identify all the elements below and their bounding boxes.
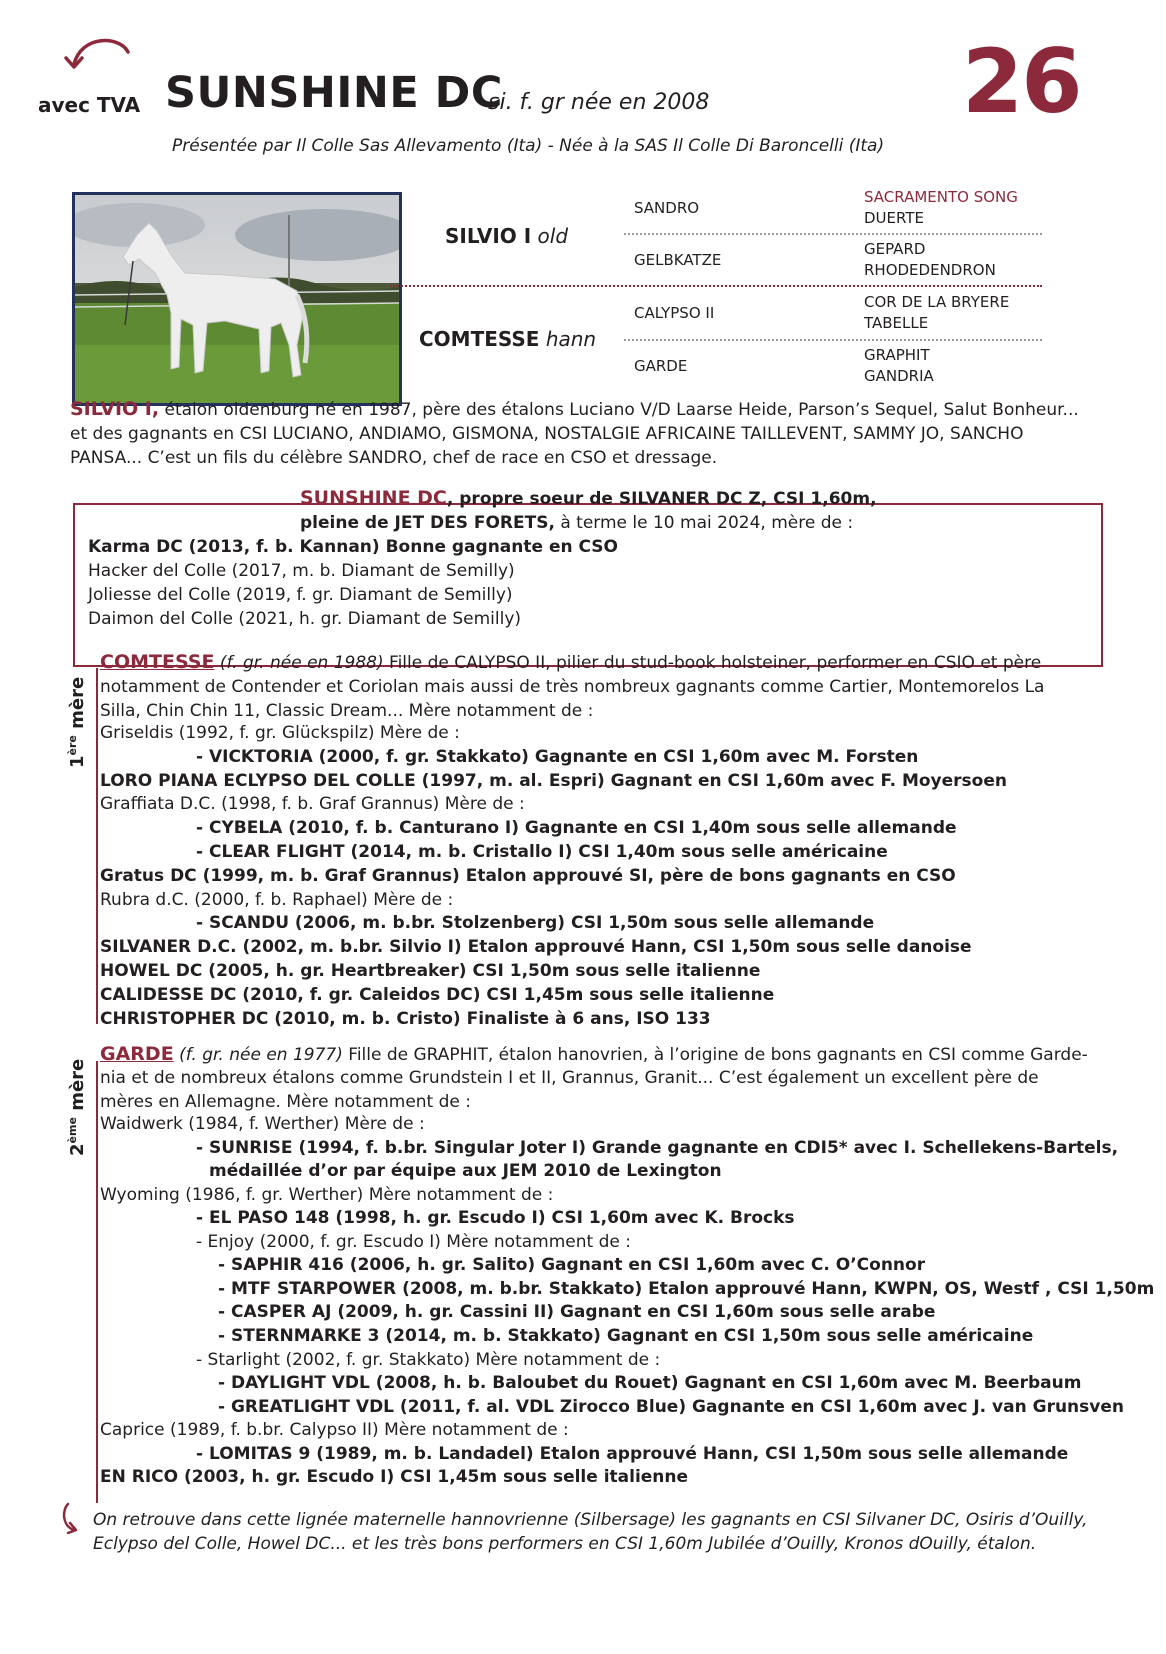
produce-line: - MTF STARPOWER (2008, m. b.br. Stakkato) Etalon approuvé Hann, KWPN, OS, Westf , CSI 1,50m (218, 1278, 1155, 1299)
produce-line: - Starlight (2002, f. gr. Stakkato) Mère notamment de : (196, 1349, 661, 1370)
produce-line: CHRISTOPHER DC (2010, m. b. Cristo) Finaliste à 6 ans, ISO 133 (100, 1008, 711, 1029)
pedigree-great-2: DUERTE (864, 209, 924, 227)
sire-studbook: old (537, 224, 569, 248)
return-arrow-icon (60, 1502, 86, 1534)
pedigree-divider (624, 339, 1042, 341)
footer-note-line-2: Eclypso del Colle, Howel DC... et les très bons performers en CSI 1,60m Jubilée d’Ouilly, Kronos dOuilly, étalon. (93, 1534, 1037, 1554)
pedigree-dam (419, 328, 596, 350)
produce-line: LORO PIANA ECLYPSO DEL COLLE (1997, m. al. Espri) Gagnant en CSI 1,60m avec F. Moyersoen (100, 770, 1007, 791)
box-line-4: Hacker del Colle (2017, m. b. Diamant de Semilly) (88, 561, 515, 581)
pedigree-grand-sire-dam: GELBKATZE (634, 251, 722, 269)
presented-by-line: Présentée par Il Colle Sas Allevamento (Ita) - Née à la SAS Il Colle Di Baroncelli (Ita) (172, 136, 885, 156)
pedigree-grand-dam-sire: CALYPSO II (634, 304, 715, 322)
pedigree-divider (624, 233, 1042, 235)
produce-line: médaillée d’or par équipe aux JEM 2010 de Lexington (209, 1161, 722, 1182)
produce-line: Caprice (1989, f. b.br. Calypso II) Mère notamment de : (100, 1420, 569, 1441)
second-dam-label-num: 2 (67, 1143, 88, 1156)
first-dam-intro-2: notamment de Contender et Coriolan mais aussi de très nombreux gagnants comme Cartier, Montemorelos La (100, 677, 1045, 697)
produce-line: - GREATLIGHT VDL (2011, f. al. VDL Zirocco Blue) Gagnante en CSI 1,60m avec J. van Grunsven (218, 1396, 1124, 1417)
produce-line: - CASPER AJ (2009, h. gr. Cassini II) Gagnant en CSI 1,60m sous selle arabe (218, 1302, 936, 1323)
curved-arrow-icon (64, 34, 134, 84)
produce-line: Rubra d.C. (2000, f. b. Raphael) Mère de : (100, 889, 454, 910)
second-dam-intro-3: mères en Allemagne. Mère notamment de : (100, 1092, 472, 1112)
produce-line: - EL PASO 148 (1998, h. gr. Escudo I) CSI 1,60m avec K. Brocks (196, 1208, 795, 1229)
produce-line: Wyoming (1986, f. gr. Werther) Mère notamment de : (100, 1184, 554, 1205)
pedigree-great-6: TABELLE (864, 314, 929, 332)
produce-line: Gratus DC (1999, m. b. Graf Grannus) Etalon approuvé SI, père de bons gagnants en CSO (100, 865, 956, 886)
box-line-2-bold: pleine de JET DES FORETS, (300, 513, 555, 533)
pedigree-great-8: GANDRIA (864, 367, 934, 385)
produce-line: Griseldis (1992, f. gr. Glückspilz) Mère de : (100, 723, 460, 743)
produce-line: SILVANER D.C. (2002, m. b.br. Silvio I) Etalon approuvé Hann, CSI 1,50m sous selle danoise (100, 937, 972, 958)
pedigree-divider (390, 285, 1042, 287)
pedigree-great-7: GRAPHIT (864, 346, 930, 364)
first-dam-marker (96, 668, 98, 1024)
box-line-6: Daimon del Colle (2021, h. gr. Diamant de Semilly) (88, 609, 522, 629)
pedigree-great-1: SACRAMENTO SONG (864, 188, 1018, 206)
second-dam-label-word: mère (67, 1058, 88, 1118)
first-dam-intro-3: Silla, Chin Chin 11, Classic Dream... Mère notamment de : (100, 701, 594, 721)
sire-name: SILVIO I (445, 224, 532, 248)
sire-description-text: étalon oldenburg né en 1987, père des étalons Luciano V/D Laarse Heide, Parson’s Sequel, Salut Bonheur... (159, 400, 1079, 420)
second-dam-birth: (f. gr. née en 1977) (173, 1045, 343, 1065)
pedigree-great-3: GEPARD (864, 240, 926, 258)
produce-line: - CLEAR FLIGHT (2014, m. b. Cristallo I) CSI 1,40m sous selle américaine (196, 842, 888, 862)
produce-line: - SAPHIR 416 (2006, h. gr. Salito) Gagnant en CSI 1,60m avec C. O’Connor (218, 1255, 926, 1276)
second-dam-label-sup: ème (66, 1117, 79, 1144)
first-dam-label-word: mère (67, 676, 88, 736)
produce-line: - STERNMARKE 3 (2014, m. b. Stakkato) Gagnant en CSI 1,50m sous selle américaine (218, 1325, 1034, 1346)
box-line-3: Karma DC (2013, f. b. Kannan) Bonne gagnante en CSO (88, 537, 618, 557)
sire-description-line-1 (70, 397, 1079, 423)
second-dam-marker (96, 1061, 98, 1503)
horse-name-title: SUNSHINE DC (165, 68, 503, 118)
pedigree-grand-dam-dam: GARDE (634, 357, 688, 375)
pedigree-sire (445, 225, 568, 247)
first-dam-birth: (f. gr. née en 1988) (214, 653, 384, 673)
dam-studbook: hann (545, 327, 597, 351)
produce-line: - Enjoy (2000, f. gr. Escudo I) Mère notamment de : (196, 1231, 631, 1252)
sire-description-line-3: PANSA... C’est un fils du célèbre SANDRO, chef de race en CSO et dressage. (70, 448, 718, 468)
first-dam-label-num: 1 (67, 755, 88, 768)
second-dam-intro-text: Fille de GRAPHIT, étalon hanovrien, à l’origine de bons gagnants en CSI comme Garde- (342, 1045, 1088, 1065)
box-line-2-text: à terme le 10 mai 2024, mère de : (554, 513, 854, 533)
sire-description-lead: SILVIO I, (70, 398, 160, 420)
produce-line: - SUNRISE (1994, f. b.br. Singular Joter I) Grande gagnante en CDI5* avec I. Schellekens-Bartels, (196, 1137, 1119, 1158)
second-dam-intro-1 (100, 1042, 1088, 1068)
box-line-1 (300, 486, 877, 512)
sire-description-line-2: et des gagnants en CSI LUCIANO, ANDIAMO, GISMONA, NOSTALGIE AFRICAINE TAILLEVENT, SAMMY JO, SANCHO (70, 424, 1024, 444)
first-dam-label (66, 677, 88, 768)
second-dam-label (66, 1059, 88, 1156)
produce-line: CALIDESSE DC (2010, f. gr. Caleidos DC) CSI 1,45m sous selle italienne (100, 984, 775, 1005)
pedigree-grand-sire-sire: SANDRO (634, 199, 700, 217)
produce-line: - DAYLIGHT VDL (2008, h. b. Baloubet du Rouet) Gagnant en CSI 1,60m avec M. Beerbaum (218, 1373, 1082, 1394)
box-line-2 (300, 511, 853, 536)
produce-line: - VICKTORIA (2000, f. gr. Stakkato) Gagnante en CSI 1,60m avec M. Forsten (196, 746, 919, 767)
produce-line: - CYBELA (2010, f. b. Canturano I) Gagnante en CSI 1,40m sous selle allemande (196, 818, 957, 839)
footer-note-line-1: On retrouve dans cette lignée maternelle hannovrienne (Silbersage) les gagnants en CSI Silvaner DC, Osiris d’Ouilly, (93, 1510, 1088, 1530)
produce-line: - SCANDU (2006, m. b.br. Stolzenberg) CSI 1,50m sous selle allemande (196, 913, 875, 934)
produce-line: Waidwerk (1984, f. Werther) Mère de : (100, 1114, 425, 1134)
box-line-1-text: , propre soeur de SILVANER DC Z, CSI 1,60m, (446, 489, 877, 509)
box-horse-name: SUNSHINE DC (300, 487, 447, 509)
horse-description: si. f. gr née en 2008 (488, 90, 710, 115)
lot-number: 26 (962, 30, 1081, 133)
box-line-5: Joliesse del Colle (2019, f. gr. Diamant de Semilly) (88, 585, 513, 605)
pedigree-great-5: COR DE LA BRYERE (864, 293, 1010, 311)
produce-line: EN RICO (2003, h. gr. Escudo I) CSI 1,45m sous selle italienne (100, 1467, 689, 1488)
second-dam-intro-2: nia et de nombreux étalons comme Grundstein I et II, Grannus, Granit... C’est également un excellent père de (100, 1068, 1039, 1088)
first-dam-intro-1 (100, 650, 1041, 676)
produce-line: - LOMITAS 9 (1989, m. b. Landadel) Etalon approuvé Hann, CSI 1,50m sous selle allemande (196, 1443, 1069, 1464)
horse-photo (72, 192, 402, 406)
first-dam-label-sup: ère (66, 735, 79, 756)
first-dam-intro-text: Fille de CALYPSO II, pilier du stud-book holsteiner, performer en CSIO et père (383, 653, 1042, 673)
pedigree-great-4: RHODEDENDRON (864, 261, 996, 279)
produce-line: HOWEL DC (2005, h. gr. Heartbreaker) CSI 1,50m sous selle italienne (100, 961, 761, 981)
produce-line: Graffiata D.C. (1998, f. b. Graf Grannus) Mère de : (100, 794, 525, 815)
dam-name: COMTESSE (419, 327, 540, 351)
vat-label: avec TVA (38, 93, 141, 117)
second-dam-name: GARDE (100, 1043, 174, 1065)
first-dam-name: COMTESSE (100, 651, 215, 673)
